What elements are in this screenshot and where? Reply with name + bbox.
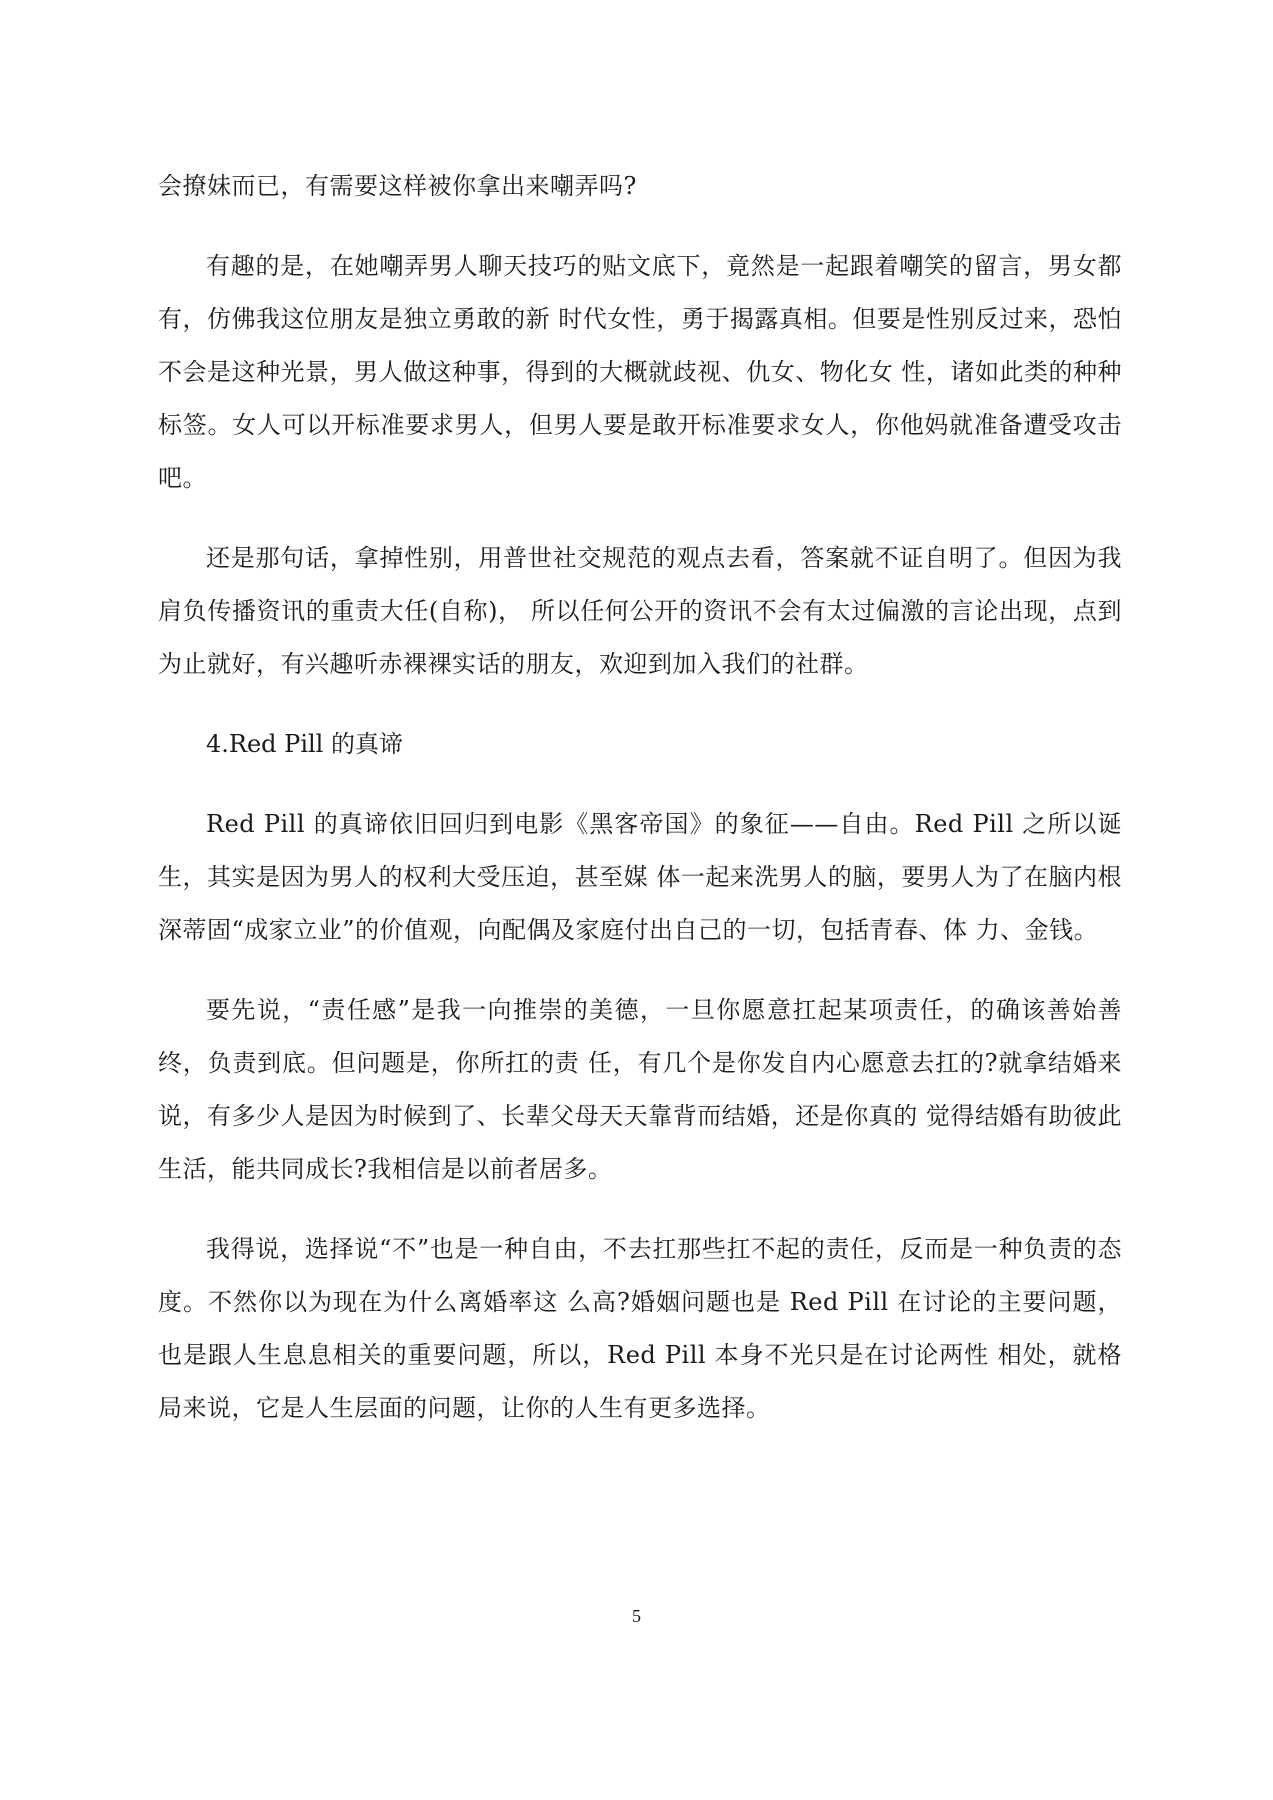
paragraph-social-norms: 还是那句话，拿掉性别，用普世社交规范的观点去看，答案就不证自明了。但因为我肩负传播资讯的重责大任(自称)， 所以任何公开的资讯不会有太过偏激的言论出现，点到为止就好，有兴趣听赤裸裸实话的朋友，欢迎到加入我们的社群。 [158, 544, 1122, 678]
paragraph-red-pill-freedom: Red Pill 的真谛依旧回归到电影《黑客帝国》的象征——自由。Red Pill 之所以诞生，其实是因为男人的权利大受压迫，甚至媒 体一起来洗男人的脑，要男人为了在脑内根深蒂固“成家立业”的价值观，向配偶及家庭付出自己的一切，包括青春、体 力、金钱。 [158, 810, 1122, 944]
page-content [158, 160, 1122, 1462]
paragraph-responsibility: 要先说，“责任感”是我一向推崇的美德，一旦你愿意扛起某项责任，的确该善始善终，负责到底。但问题是，你所扛的责 任，有几个是你发自内心愿意去扛的?就拿结婚来说，有多少人是因为时候到了、长辈父母天天靠背而结婚，还是你真的 觉得结婚有助彼此生活，能共同成长?我相信是以前者居多。 [158, 996, 1122, 1183]
paragraph-comment-reaction: 有趣的是，在她嘲弄男人聊天技巧的贴文底下，竟然是一起跟着嘲笑的留言，男女都有，仿佛我这位朋友是独立勇敢的新 时代女性，勇于揭露真相。但要是性别反过来，恐怕不会是这种光景，男人做这种事，得到的大概就歧视、仇女、物化女 性，诸如此类的种种标签。女人可以开标准要求男人，但男人要是敢开标准要求女人，你他妈就准备遭受攻击吧。 [158, 252, 1122, 492]
section-heading: 4.Red Pill 的真谛 [206, 730, 403, 758]
paragraph-continuation: 会撩妹而已，有需要这样被你拿出来嘲弄吗? [158, 172, 637, 200]
paragraph-choice: 我得说，选择说“不”也是一种自由，不去扛那些扛不起的责任，反而是一种负责的态度。不然你以为现在为什么离婚率这 么高?婚姻问题也是 Red Pill 在讨论的主要问题，也是跟人生息息相关的重要问题，所以，Red Pill 本身不光只是在讨论两性 相处，就格局来说，它是人生层面的问题，让你的人生有更多选择。 [158, 1235, 1122, 1422]
page-number: 5 [632, 1606, 641, 1626]
